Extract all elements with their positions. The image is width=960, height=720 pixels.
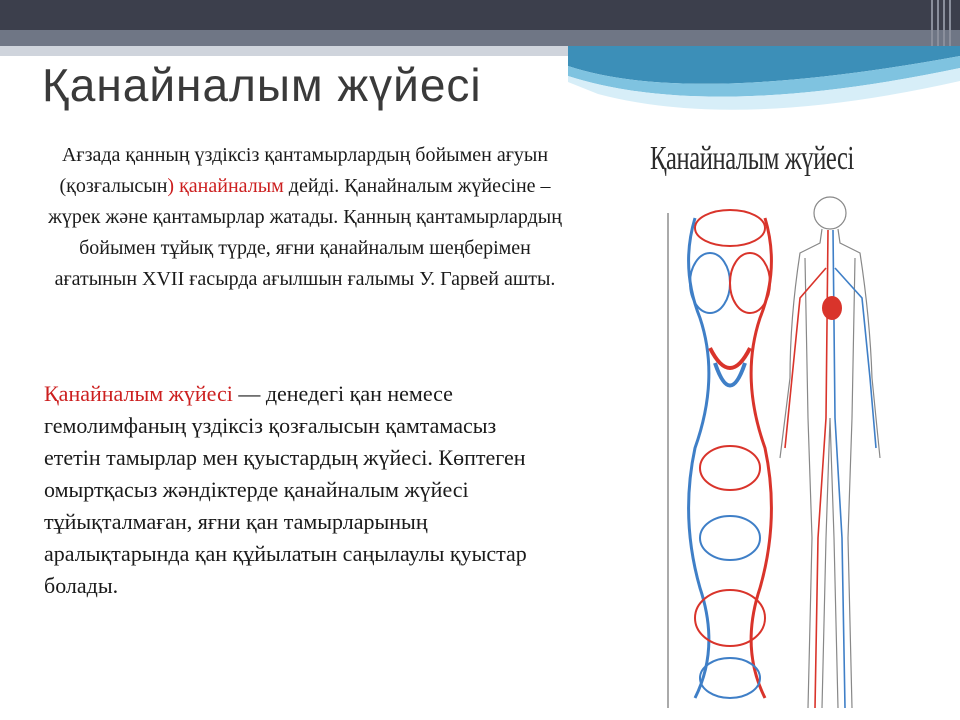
intro-text-1: Ағзада қанның үздіксіз қантамырлардың бойымен ағуын (қозғалысын bbox=[59, 144, 549, 197]
intro-highlight: ) қанайналым bbox=[167, 175, 284, 197]
slide-header-bar bbox=[0, 0, 960, 30]
definition-text: — денедегі қан немесе гемолимфаның үздіксіз қозғалысын қамтамасыз ететін тамырлар мен қуыстардың жүйесі. Көптеген омыртқасыз жәндіктерде қанайналым жүйесі тұйықталмаған, яғни қан тамырларының аралықтарында қан құйылатын саңылаулы қуыстар болады. bbox=[44, 381, 527, 598]
human-body-outline bbox=[780, 197, 880, 708]
wave-decoration bbox=[568, 46, 960, 126]
blood-vessels bbox=[785, 230, 876, 708]
circulation-diagram bbox=[668, 210, 771, 708]
slide-header-stripe bbox=[0, 30, 960, 46]
intro-text-2: дейді. Қанайналым жүйесіне – жүрек және қантамырлар жатады. Қанның қантамырлардың бойымен тұйық түрде, яғни қанайналым шеңберімен ағатынын XVII ғасырда ағылшын ғалымы У. Гарвей ашты. bbox=[48, 175, 562, 290]
figure-title: Қанайналым жүйесі bbox=[650, 140, 854, 177]
intro-paragraph bbox=[40, 140, 570, 295]
corner-lines-decoration bbox=[924, 0, 960, 46]
slide-header-light-stripe bbox=[0, 46, 568, 56]
definition-term: Қанайналым жүйесі bbox=[44, 381, 233, 406]
circulatory-system-illustration bbox=[640, 118, 885, 718]
slide-title: Қанайналым жүйесі bbox=[42, 59, 482, 111]
definition-paragraph bbox=[44, 378, 554, 602]
